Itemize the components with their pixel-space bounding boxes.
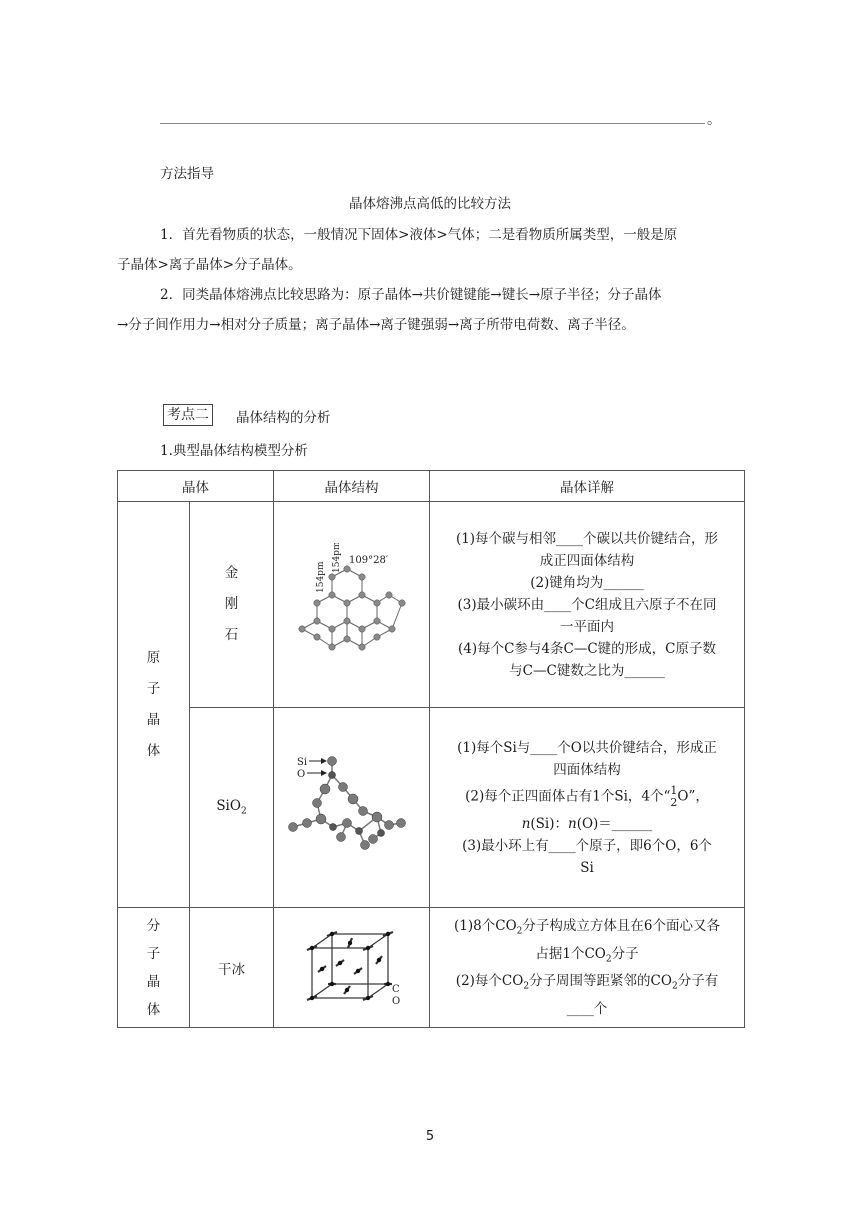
crystal-name-dry-ice: 干冰 xyxy=(190,908,274,1028)
category-molecular-crystal xyxy=(118,908,190,1028)
detail-line xyxy=(436,915,738,943)
sio2-structure-figure xyxy=(274,708,430,908)
detail-line: (2)键角均为______ xyxy=(530,574,644,591)
diamond-structure-figure xyxy=(274,502,430,708)
page-number: 5 xyxy=(425,1129,435,1144)
detail-line: 四面体结构 xyxy=(553,761,621,778)
dry-ice-details xyxy=(430,908,745,1028)
fraction-denominator: 2 xyxy=(670,795,678,809)
section-title: 晶体结构的分析 xyxy=(236,410,331,426)
bond-angle-label: 109°28′ xyxy=(348,554,388,566)
category-char: 子 xyxy=(146,945,161,962)
category-atomic-crystal xyxy=(118,502,190,908)
sio2-details xyxy=(430,708,745,908)
detail-line: (1)每个碳与相邻____个碳以共价键结合，形 xyxy=(455,530,719,547)
detail-line: (3)最小环上有____个原子，即6个O，6个 xyxy=(462,837,712,854)
detail-text: (Si)： xyxy=(530,815,568,832)
table-row-sio2 xyxy=(118,708,745,908)
detail-text: (2)每个正四面体占有1个Si，4个“ xyxy=(465,788,671,804)
detail-text: 占据1个CO xyxy=(535,945,606,962)
header-details: 晶体详解 xyxy=(430,471,745,502)
name-char: 金 xyxy=(224,565,239,581)
table-row-dry-ice xyxy=(118,908,745,1028)
detail-line: 与C—C键数之比为______ xyxy=(509,662,665,679)
detail-text: O”， xyxy=(677,788,709,804)
subscript-2: 2 xyxy=(671,982,678,993)
detail-text: 分子周围等距紧邻的CO xyxy=(529,973,672,990)
method-point-1a: 1．首先看物质的状态，一般情况下固体>液体>气体；二是看物质所属类型，一般是原 xyxy=(160,227,678,243)
category-char: 分 xyxy=(146,917,161,934)
subscript-2: 2 xyxy=(516,926,523,937)
subscript-2: 2 xyxy=(523,982,530,993)
o-label: O xyxy=(296,768,305,780)
sio2-subscript: 2 xyxy=(240,806,247,817)
header-structure: 晶体结构 xyxy=(274,471,430,502)
diamond-lattice-diagram xyxy=(277,543,427,663)
detail-line: Si xyxy=(580,859,594,876)
italic-n: n xyxy=(568,815,577,832)
section-label: 考点二 xyxy=(163,404,213,426)
detail-text: 分子有 xyxy=(677,973,719,990)
category-char: 晶 xyxy=(146,711,161,728)
sio2-formula: SiO xyxy=(216,798,241,815)
table-header-row xyxy=(118,471,745,502)
sio2-lattice-diagram xyxy=(277,741,427,871)
bond-length-label: 154pm xyxy=(315,561,326,593)
o-label: O xyxy=(391,995,400,1006)
table-row-diamond xyxy=(118,502,745,708)
detail-line: (3)最小碳环由____个C组成且六原子不在同 xyxy=(457,596,717,613)
detail-text: 分子构成立方体且在6个面心又各 xyxy=(522,917,720,934)
detail-line: 一平面内 xyxy=(560,618,614,635)
detail-line-ratio xyxy=(436,813,738,835)
dry-ice-structure-figure xyxy=(274,908,430,1028)
crystal-structure-table xyxy=(117,470,745,1028)
category-char: 原 xyxy=(146,649,161,666)
detail-text: 分子 xyxy=(611,945,639,962)
category-char: 体 xyxy=(146,742,161,759)
subscript-2: 2 xyxy=(605,954,612,965)
category-char: 体 xyxy=(146,1001,161,1018)
detail-line xyxy=(436,943,738,971)
category-char: 子 xyxy=(146,680,161,697)
detail-text: (O)＝______ xyxy=(576,815,653,832)
si-label: Si xyxy=(296,756,307,768)
period-mark: 。 xyxy=(707,112,721,128)
answer-line xyxy=(160,123,705,124)
diamond-details xyxy=(430,502,745,708)
detail-line: 成正四面体结构 xyxy=(539,552,635,569)
subsection-title: 1.典型晶体结构模型分析 xyxy=(160,443,308,459)
method-point-2a: 2．同类晶体熔沸点比较思路为：原子晶体→共价键键能→键长→原子半径；分子晶体 xyxy=(160,287,662,303)
detail-text: (1)8个CO xyxy=(454,917,517,934)
dry-ice-lattice-diagram xyxy=(292,926,412,1006)
crystal-name-diamond xyxy=(190,502,274,708)
method-heading: 晶体熔沸点高低的比较方法 xyxy=(349,196,511,212)
method-title: 方法指导 xyxy=(160,166,214,182)
detail-line: ____个 xyxy=(566,1001,608,1018)
method-point-2b: →分子间作用力→相对分子质量；离子晶体→离子键强弱→离子所带电荷数、离子半径。 xyxy=(117,317,635,333)
crystal-name-sio2 xyxy=(190,708,274,908)
method-point-1b: 子晶体>离子晶体>分子晶体。 xyxy=(117,257,302,273)
bond-length-label-2: 154pm xyxy=(331,542,342,573)
category-char: 晶 xyxy=(146,973,161,990)
c-label: C xyxy=(391,983,400,995)
detail-line xyxy=(436,970,738,998)
detail-line-fraction xyxy=(436,785,738,809)
detail-line: (1)每个Si与____个O以共价键结合，形成正 xyxy=(457,739,717,756)
name-char: 刚 xyxy=(224,596,239,612)
detail-line: (4)每个C参与4条C—C键的形成，C原子数 xyxy=(457,640,717,657)
italic-n: n xyxy=(521,815,531,832)
name-char: 石 xyxy=(224,627,239,643)
detail-text: (2)每个CO xyxy=(455,973,524,990)
fraction-numerator: 1 xyxy=(670,783,678,797)
label-arrows xyxy=(307,761,321,773)
header-crystal: 晶体 xyxy=(118,471,274,502)
